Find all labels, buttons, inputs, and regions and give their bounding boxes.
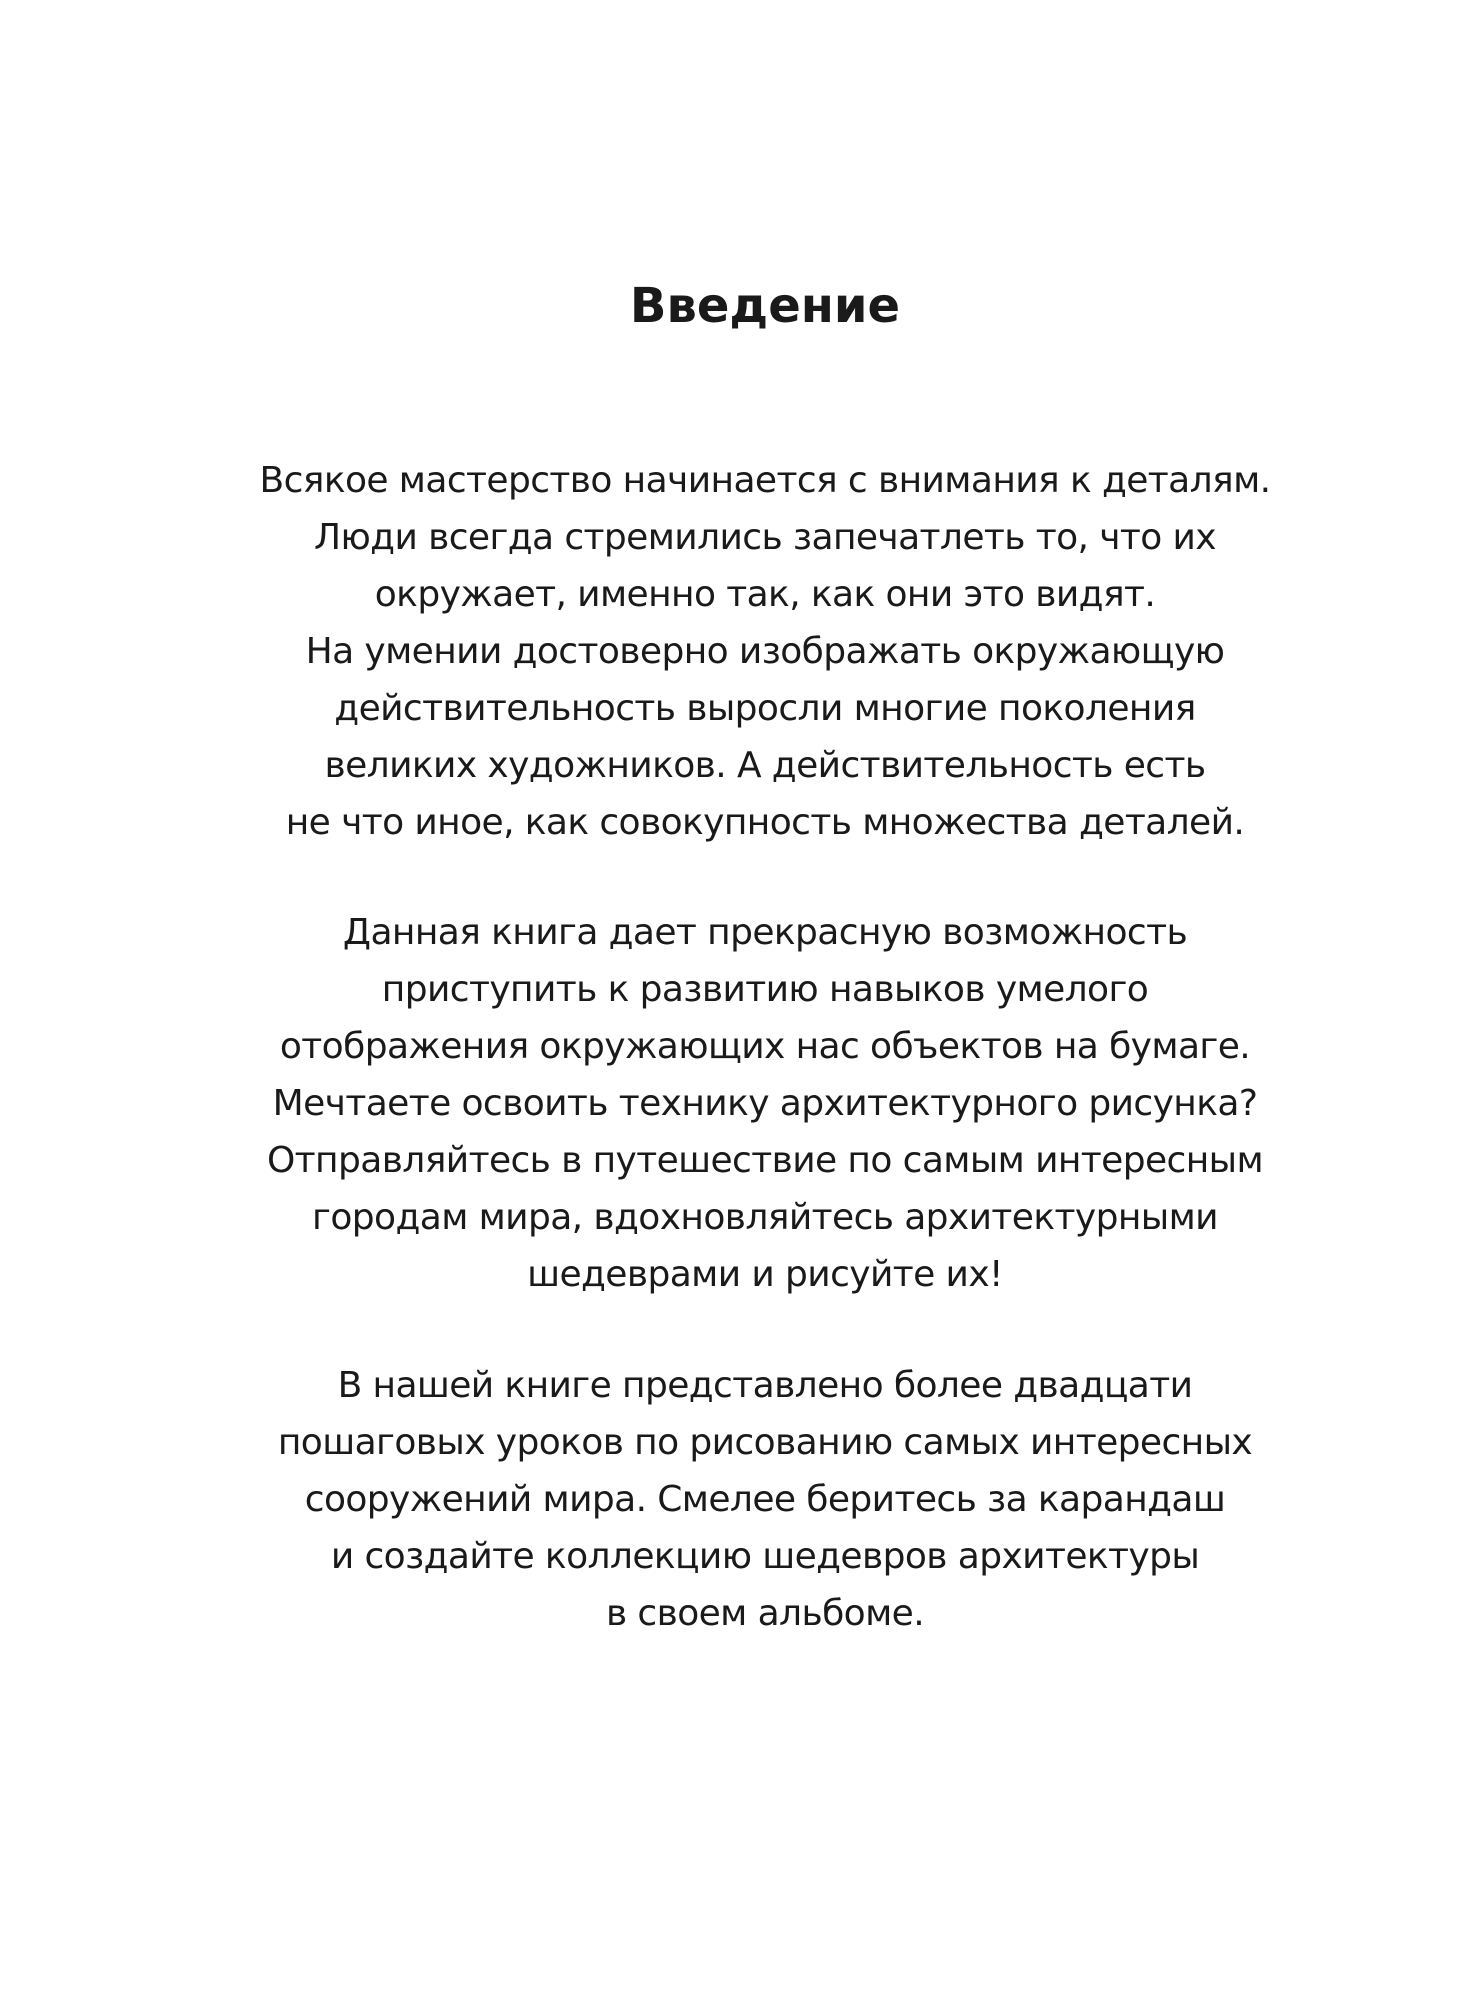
text-line: в своем альбоме. (605, 1593, 925, 1634)
text-line: На умении достоверно изображать окружающую (305, 631, 1225, 672)
text-line: пошаговых уроков по рисованию самых интересных (277, 1422, 1253, 1463)
page-title: Введение (629, 278, 901, 334)
text-line: не что иное, как совокупность множества деталей. (285, 802, 1245, 843)
text-line: Всякое мастерство начинается с внимания к деталям. (259, 460, 1271, 501)
text-line: Отправляйтесь в путешествие по самым интересным (266, 1140, 1264, 1181)
intro-paragraph-3 (0, 1357, 1464, 1642)
text-line: городам мира, вдохновляйтесь архитектурными (312, 1197, 1218, 1238)
text-line: Данная книга дает прекрасную возможность (342, 912, 1188, 953)
text-line: великих художников. А действительность есть (324, 745, 1206, 786)
text-line: окружает, именно так, как они это видят. (374, 574, 1156, 615)
intro-paragraph-2 (0, 904, 1464, 1303)
intro-paragraph-1 (0, 452, 1464, 851)
text-line: приступить к развитию навыков умелого (381, 969, 1149, 1010)
text-line: В нашей книге представлено более двадцати (337, 1365, 1193, 1406)
text-line: действительность выросли многие поколения (334, 688, 1196, 729)
text-line: Люди всегда стремились запечатлеть то, что их (313, 517, 1217, 558)
text-line: шедеврами и рисуйте их! (527, 1254, 1003, 1295)
text-line: Мечтаете освоить технику архитектурного рисунка? (272, 1083, 1258, 1124)
text-line: отображения окружающих нас объектов на бумаге. (279, 1026, 1251, 1067)
text-line: и создайте коллекцию шедевров архитектуры (330, 1536, 1200, 1577)
text-line: сооружений мира. Смелее беритесь за карандаш (304, 1479, 1226, 1520)
